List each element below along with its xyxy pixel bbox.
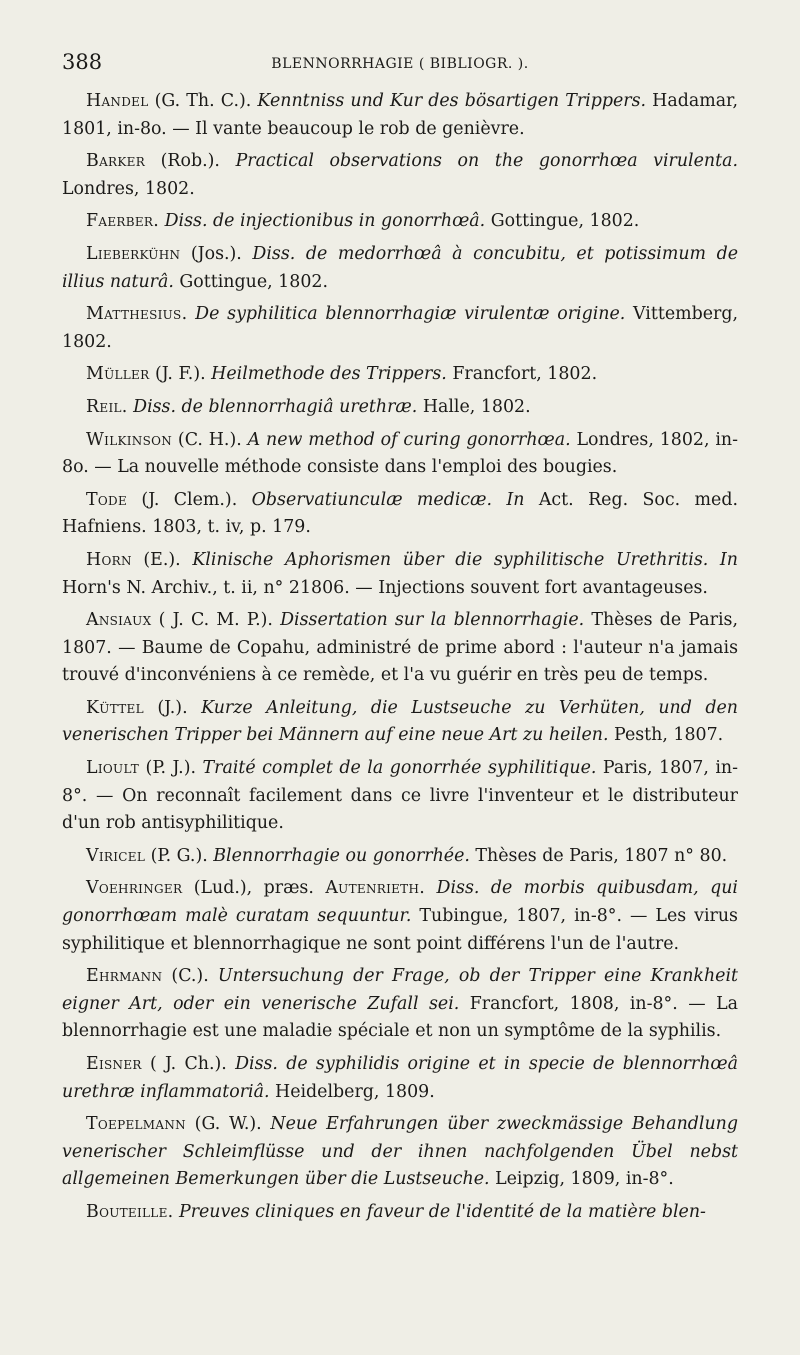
entry-author: Lieberkühn — [86, 243, 181, 264]
bibliography-entry — [62, 208, 738, 236]
entry-title: Diss. de injectionibus in gonorrhœâ. — [164, 211, 486, 232]
bibliography-entry — [62, 361, 738, 389]
entry-author: Toepelmann — [86, 1114, 186, 1135]
bibliography-entry — [62, 547, 738, 602]
entry-author: Barker — [86, 151, 146, 172]
bibliography-entry — [62, 607, 738, 690]
entry-post: Gottingue, 1802. — [485, 211, 640, 232]
entry-title: Klinische Aphorismen über die syphilitische Urethritis. In — [192, 549, 738, 570]
entry-author: Lioult — [86, 758, 140, 779]
entry-title: Traité complet de la gonorrhée syphilitique. — [202, 758, 597, 779]
entry-author: Faerber. — [86, 211, 160, 232]
entry-post: Vittemberg, 1802. — [62, 304, 739, 352]
entry-title: Diss. de syphilidis origine et in specie de blennorrhœâ urethræ inflammatoriâ. — [62, 1054, 738, 1102]
entry-pre: ( J. C. M. P.). — [151, 610, 281, 631]
entry-title: Untersuchung der Frage, ob der Tripper eine Krankheit eigner Art, oder ein venerische Zufall sei. — [62, 966, 738, 1014]
entry-pre: (C.). — [162, 966, 218, 987]
bibliography-entry — [62, 755, 738, 838]
bibliography-entry — [62, 88, 738, 143]
entry-title: Blennorrhagie ou gonorrhée. — [213, 845, 470, 866]
entry-post: Act. Reg. Soc. med. Hafniens. 1803, t. iv, p. 179. — [62, 489, 738, 538]
entry-pre: (Jos.). — [180, 243, 253, 264]
entry-pre: (J. Clem.). — [127, 489, 252, 510]
page-number: 388 — [62, 50, 103, 74]
bibliography-entry — [62, 148, 738, 203]
entry-pre: (P. G.). — [145, 845, 214, 866]
entry-author: Eisner — [86, 1054, 142, 1074]
entry-title: Kenntniss und Kur des bösartigen Trippers. — [257, 91, 647, 111]
bibliography-entry — [62, 1199, 738, 1227]
entry-title: Kurze Anleitung, die Lustseuche zu Verhüten, und den venerischen Tripper bei Männern auf eine neue Art zu heilen. — [62, 697, 738, 746]
entry-title: Practical observations on the gonorrhœa virulenta. — [235, 151, 738, 172]
entry-post: Hadamar, 1801, in-8o. — Il vante beaucoup le rob de genièvre. — [62, 91, 738, 139]
bibliography-entry — [62, 394, 738, 422]
entry-pre: (G. Th. C.). — [148, 91, 258, 111]
bibliography-entry — [62, 301, 738, 356]
entry-post: Thèses de Paris, 1807 n° 80. — [469, 845, 728, 866]
entry-post: Londres, 1802, in-8o. — La nouvelle méthode consiste dans l'emploi des bougies. — [62, 429, 739, 478]
entry-pre: (Rob.). — [145, 151, 236, 172]
entry-title: Diss. de blennorrhagiâ urethræ. — [133, 396, 418, 417]
entry-pre: (J. F.). — [149, 364, 212, 385]
entry-post: Tubingue, 1807, in-8°. — Les virus syphilitique et blennorrhagique ne sont point différens l'un de l'autre. — [62, 906, 738, 954]
entry-pre: (J.). — [143, 697, 202, 718]
entry-author: Handel — [86, 91, 149, 111]
entry-author: Tode — [86, 489, 128, 510]
bibliography-entry — [62, 963, 738, 1046]
entry-title: A new method of curing gonorrhœa. — [247, 429, 571, 450]
page-header — [62, 50, 738, 84]
entry-post: Gottingue, 1802. — [173, 271, 328, 292]
entry-title: Dissertation sur la blennorrhagie. — [280, 610, 585, 631]
bibliography-list — [62, 88, 738, 1232]
entry-post: Londres, 1802. — [62, 178, 195, 199]
bibliography-entry — [62, 875, 738, 958]
entry-author-secondary: Autenrieth. — [325, 878, 426, 899]
entry-post: Leipzig, 1809, in-8°. — [489, 1169, 674, 1190]
entry-author: Küttel — [86, 697, 144, 718]
bibliography-entry — [62, 1111, 738, 1194]
entry-pre: (Lud.), præs. — [182, 878, 326, 899]
entry-pre: (G. W.). — [185, 1114, 271, 1135]
entry-title: Heilmethode des Trippers. — [211, 364, 447, 385]
bibliography-entry — [62, 241, 738, 296]
entry-author: Reil. — [86, 396, 128, 417]
entry-title: Observatiunculæ medicæ. In — [251, 489, 525, 510]
entry-post: Pesth, 1807. — [608, 725, 724, 746]
entry-author: Bouteille. — [86, 1201, 174, 1222]
entry-post: Horn's N. Archiv., t. ii, n° 21806. — Injections souvent fort avantageuses. — [62, 577, 708, 598]
entry-title: Diss. de medorrhœâ à concubitu, et potissimum de illius naturâ. — [62, 243, 738, 292]
entry-post: Heidelberg, 1809. — [269, 1081, 435, 1102]
entry-author: Voehringer — [86, 878, 183, 899]
bibliography-entry — [62, 427, 738, 482]
entry-post: Thèses de Paris, 1807. — Baume de Copahu, administré de prime abord : l'auteur n'a jamais trouvé d'inconvéniens à ce remède, et l'a vu guérir en très peu de temps. — [62, 610, 739, 686]
running-title: BLENNORRHAGIE ( BIBLIOGR. ). — [271, 56, 529, 72]
entry-pre: (C. H.). — [172, 429, 248, 450]
entry-title: Preuves cliniques en faveur de l'identité de la matière blen- — [179, 1201, 706, 1222]
entry-post: Francfort, 1802. — [446, 364, 598, 385]
bibliography-entry — [62, 1051, 738, 1106]
entry-pre: (P. J.). — [139, 758, 203, 779]
entry-title: De syphilitica blennorrhagiæ virulentæ origine. — [195, 304, 626, 325]
bibliography-entry — [62, 843, 738, 871]
entry-author: Matthesius. — [86, 304, 188, 325]
entry-title: Neue Erfahrungen über zweckmässige Behandlung venerischer Schleimflüsse und der ihnen nachfolgenden Übel nebst allgemeinen Bemerkungen über die Lustseuche. — [62, 1114, 738, 1190]
entry-author: Ehrmann — [86, 966, 163, 987]
entry-author: Ansiaux — [86, 610, 152, 631]
bibliography-entry — [62, 487, 738, 542]
entry-post: Paris, 1807, in-8°. — On reconnaît facilement dans ce livre l'inventeur et le distributeur d'un rob antisyphilitique. — [62, 758, 738, 834]
entry-pre — [187, 304, 195, 324]
entry-author: Müller — [86, 364, 150, 385]
entry-author: Viricel — [86, 845, 146, 866]
entry-pre: (E.). — [131, 549, 193, 570]
bibliography-entry — [62, 695, 738, 750]
entry-post: Francfort, 1808, in-8°. — La blennorrhagie est une maladie spéciale et non un symptôme de la syphilis. — [62, 993, 738, 1042]
entry-post: Halle, 1802. — [417, 396, 531, 417]
entry-author: Wilkinson — [86, 429, 173, 450]
entry-pre: ( J. Ch.). — [141, 1054, 236, 1074]
entry-author: Horn — [86, 549, 132, 570]
entry-title: Diss. de morbis quibusdam, qui gonorrhœam malè curatam sequuntur. — [62, 878, 738, 927]
